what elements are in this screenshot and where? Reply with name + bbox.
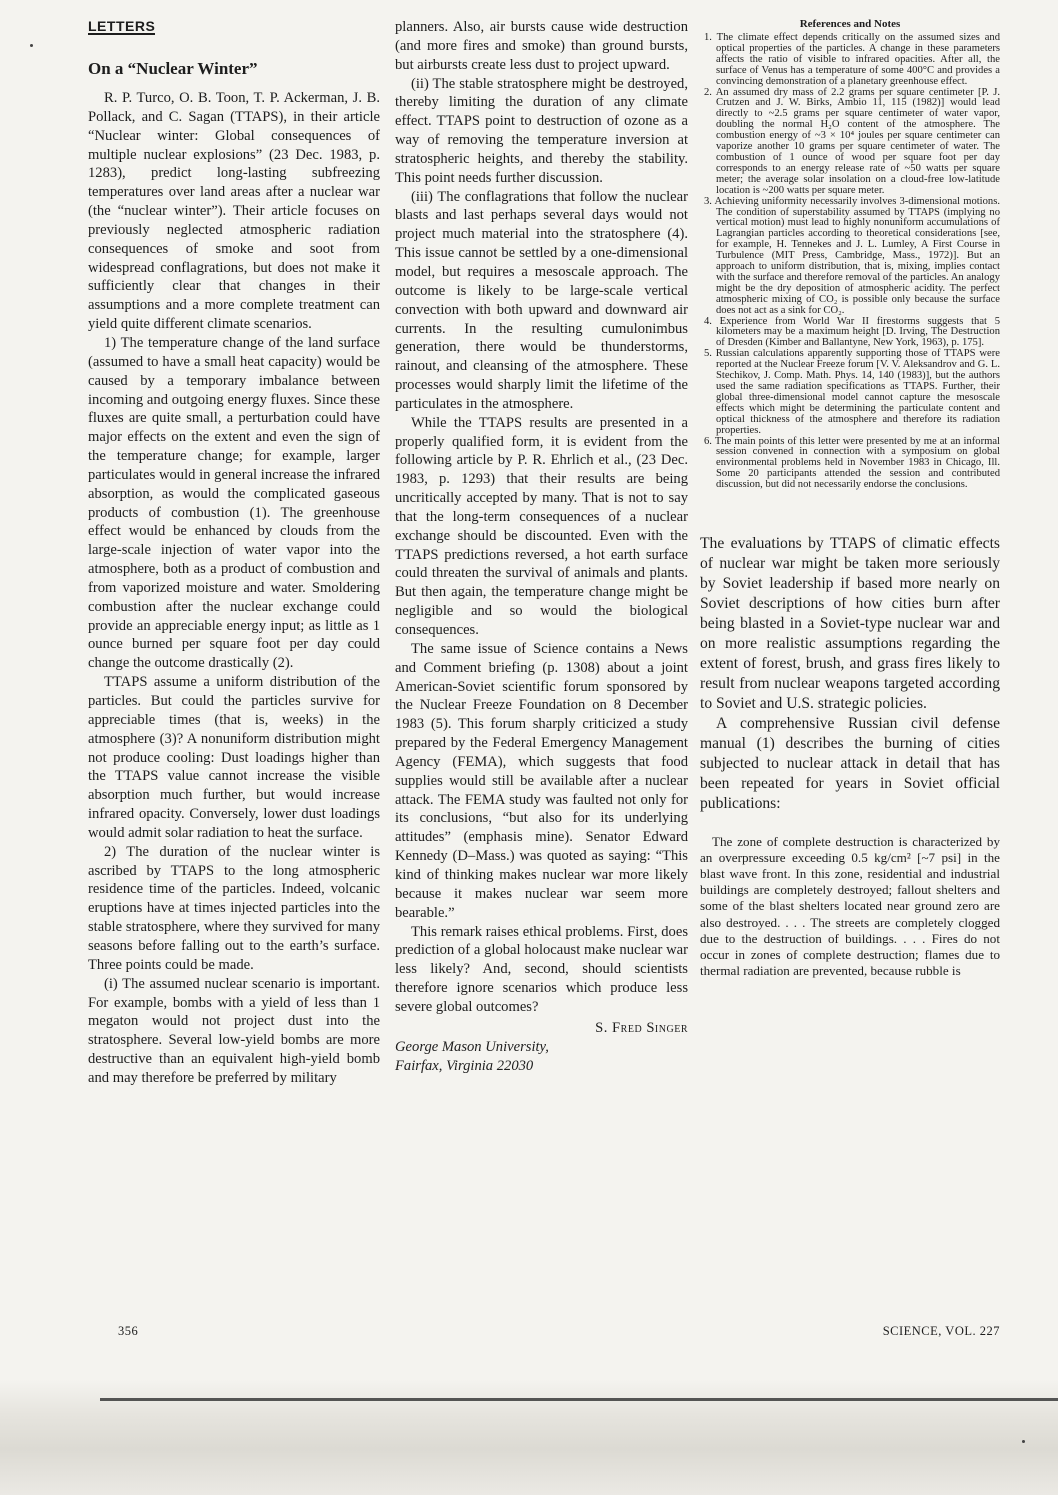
reference-item: 5. Russian calculations apparently supporting those of TTAPS were reported at the Nuclear Freeze forum [V. V. Aleksandrov and G. L. Stechikov, J. Comp. Math. Phys. 14, 140 (1983)], but the authors used the same radiation specifications as TTAPS. Further, their global three-dimensional model cannot capture the mesoscale effects which might be determining the particulate content and optical thickness of the atmosphere and therefore its radiation properties. bbox=[704, 348, 1000, 436]
block-quote bbox=[700, 834, 1000, 979]
paragraph: (ii) The stable stratosphere might be destroyed, thereby limiting the duration of any climate effect. TTAPS point to destruction of ozone as a way of removing the temperature inversion at stratospheric heights, and thereby the stability. This point needs further discussion. bbox=[395, 75, 688, 186]
reference-item: 2. An assumed dry mass of 2.2 grams per square centimeter [P. J. Crutzen and J. W. Birks, Ambio 11, 115 (1982)] would lead directly to ~2.5 grams per square centimeter of water vapor, doubling the normal H₂O content of the atmosphere. The combustion energy of ~3 × 10⁴ joules per square centimeter can vaporize another 10 grams per square centimeter of water. The combustion of 1 ounce of wood per square foot per day corresponds to an energy release rate of ~50 watts per square meter; the average solar insolation on a cloud-free low-latitude location is ~200 watts per square meter. bbox=[704, 86, 1000, 196]
column-middle bbox=[395, 18, 688, 1076]
scan-speck bbox=[1022, 1440, 1025, 1443]
paragraph: (i) The assumed nuclear scenario is important. For example, bombs with a yield of less than 1 megaton would not project dust into the stratosphere. Several low-yield bombs are more destructive than an equivalent high-yield bomb and may therefore be preferred by military bbox=[88, 975, 380, 1086]
reference-item: 6. The main points of this letter were presented by me at an informal session convened in connection with a symposium on global environmental problems held in November 1983 in Chicago, Ill. Some 20 participants attended the session and contributed discussion, but did not necessarily endorse the conclusions. bbox=[704, 435, 1000, 491]
paragraph: A comprehensive Russian civil defense manual (1) describes the burning of cities subjected to nuclear attack in detail that has been repeated for years in Soviet official publications: bbox=[700, 715, 1000, 813]
section-label: LETTERS bbox=[88, 18, 156, 34]
paragraph: (iii) The conflagrations that follow the nuclear blasts and last perhaps several days would not project much material into the stratosphere (4). This issue cannot be settled by a one-dimensional model, but requires a mesoscale approach. The outcome is likely to be large-scale vertical convection with both upward and downward air currents. In the resulting cumulonimbus generation, there would be thunderstorms, rainout, and cleansing of the atmosphere. These processes would sharply limit the lifetime of the particulates in the atmosphere. bbox=[395, 188, 688, 412]
paragraph: 1) The temperature change of the land surface (assumed to have a small heat capacity) would be caused by a temporary imbalance between incoming and outgoing energy fluxes. Since these fluxes are quite small, a perturbation could have major effects on the extent and even the sign of the temperature change; for example, larger particulates would in general increase the infrared absorption, as would the complicated gaseous products of combustion (1). The greenhouse effect would be enhanced by clouds from the large-scale injection of water vapor into the atmosphere, both as a product of combustion and from vaporized moisture and water. Smoldering combustion after the nuclear exchange could provide an appreciable energy input; as little as 1 ounce burned per square foot per day could change the outcome drastically (2). bbox=[88, 334, 380, 672]
paragraph: While the TTAPS results are presented in a properly qualified form, it is evident from the following article by P. R. Ehrlich et al., (23 Dec. 1983, p. 1293) that their results are being uncritically accepted by many. That is not to say that the long-term consequences of a nuclear exchange should be discounted. Even with the TTAPS predictions reversed, a hot earth surface could threaten the survival of animals and plants. But then again, the temperature change might be negligible and so would the biological consequences. bbox=[395, 414, 688, 638]
references-heading: References and Notes bbox=[799, 18, 901, 30]
reference-item: 1. The climate effect depends critically on the assumed sizes and optical properties of the particles. A change in these parameters affects the ratio of visible to infrared opacities. After all, the surface of Venus has a temperature of some 400°C and provides a convincing demonstration of a planetary greenhouse effect. bbox=[704, 32, 1000, 87]
letter-title: On a “Nuclear Winter” bbox=[88, 59, 258, 78]
quote-text: The zone of complete destruction is characterized by an overpressure exceeding 0.5 kg/cm² [~7 psi] in the blast wave front. In this zone, residential and industrial buildings are completely destroyed; fallout shelters and some of the blast shelters located near ground zero are also destroyed. . . . The streets are completely clogged due to the destruction of buildings. . . . Fires do not occur in zones of complete destruction; flames due to thermal radiation are prevented, because rubble is bbox=[700, 834, 1000, 978]
journal-footer: SCIENCE, VOL. 227 bbox=[882, 1324, 1000, 1338]
scan-artifact-line bbox=[100, 1398, 1058, 1401]
column-right bbox=[700, 18, 1000, 979]
scan-speck bbox=[30, 44, 33, 47]
author-signature: S. Fred Singer bbox=[595, 1019, 688, 1036]
paragraph: planners. Also, air bursts cause wide destruction (and more fires and smoke) than ground bursts, but airbursts create less dust to project upward. bbox=[395, 19, 688, 73]
col3-body bbox=[700, 534, 1000, 814]
paragraph: TTAPS assume a uniform distribution of the particles. But could the particles survive for appreciable times (that is, weeks) in the atmosphere (3)? A nonuniform distribution might not produce cooling: Dust loadings higher than the TTAPS value cannot increase the visible absorption much further, but would increase infrared opacity. Conversely, lower dust loadings would admit solar radiation to heat the surface. bbox=[88, 674, 380, 841]
col1-body bbox=[88, 89, 380, 1088]
paragraph: The evaluations by TTAPS of climatic effects of nuclear war might be taken more seriously by Soviet leadership if based more nearly on Soviet descriptions of how cities burn after being blasted in a Soviet-type nuclear war and on more realistic assumptions regarding the extent of forest, brush, and grass fires likely to result from nuclear weapons targeted according to Soviet and U.S. strategic policies. bbox=[700, 535, 1000, 713]
column-left bbox=[88, 18, 380, 1088]
paragraph: This remark raises ethical problems. First, does prediction of a global holocaust make nuclear war less likely? And, second, should scientists therefore ignore scenarios which produce less severe global outcomes? bbox=[395, 923, 688, 1015]
affiliation-line: Fairfax, Virginia 22030 bbox=[395, 1057, 534, 1074]
references-list bbox=[700, 33, 1000, 491]
paragraph: The same issue of Science contains a News and Comment briefing (p. 1308) about a joint American-Soviet scientific forum sponsored by the Nuclear Freeze Foundation on 8 December 1983 (5). This forum sharply criticized a study prepared by the Federal Emergency Management Agency (FEMA), which suggests that food supplies would still be available after a nuclear attack. The FEMA study was faulted not only for its conclusions, “but also for its underlying attitudes” (emphasis mine). Senator Edward Kennedy (D–Mass.) was quoted as saying: “This kind of thinking makes nuclear war more likely because it makes nuclear war seem more bearable.” bbox=[395, 640, 688, 921]
reference-item: 3. Achieving uniformity necessarily involves 3-dimensional motions. The condition of superstability assumed by TTAPS (implying no vertical motion) must lead to highly nonuniform accumulations of Lagrangian particles according to theoretical considerations [see, for example, H. Tennekes and J. L. Lumley, A First Course in Turbulence (MIT Press, Cambridge, Mass., 1972)]. But an approach to uniform distribution, that is, mixing, implies contact with the surface and therefore removal of the particles. An analogy might be the dry deposition of atmospheric acidity. The perfect atmospheric mixing of CO₂ is possible only because the surface does not act as a sink for CO₂. bbox=[704, 195, 1000, 316]
paragraph: R. P. Turco, O. B. Toon, T. P. Ackerman, J. B. Pollack, and C. Sagan (TTAPS), in their article “Nuclear winter: Global consequences of multiple nuclear explosions” (23 Dec. 1983, p. 1283), predict long-lasting subfreezing temperatures over land areas after a nuclear war (the “nuclear winter”). Their article focuses on previously neglected atmospheric radiation consequences of smoke and soot from widespread conflagrations, but does not make it sufficiently clear that changes in their assumptions and a more complete treatment can yield quite different climate scenarios. bbox=[88, 90, 380, 333]
page-number: 356 bbox=[118, 1324, 139, 1338]
paragraph: 2) The duration of the nuclear winter is ascribed by TTAPS to the long atmospheric residence time of the particles. Indeed, volcanic eruptions have at times injected particles into the stable stratosphere, where they survived for many seasons before falling out to the earth’s surface. Three points could be made. bbox=[88, 843, 380, 973]
affiliation-line: George Mason University, bbox=[395, 1038, 549, 1055]
reference-item: 4. Experience from World War II firestorms suggests that 5 kilometers may be a maximum height [D. Irving, The Destruction of Dresden (Kimber and Ballantyne, New York, 1963), p. 175]. bbox=[704, 315, 1000, 349]
col2-body bbox=[395, 18, 688, 1017]
